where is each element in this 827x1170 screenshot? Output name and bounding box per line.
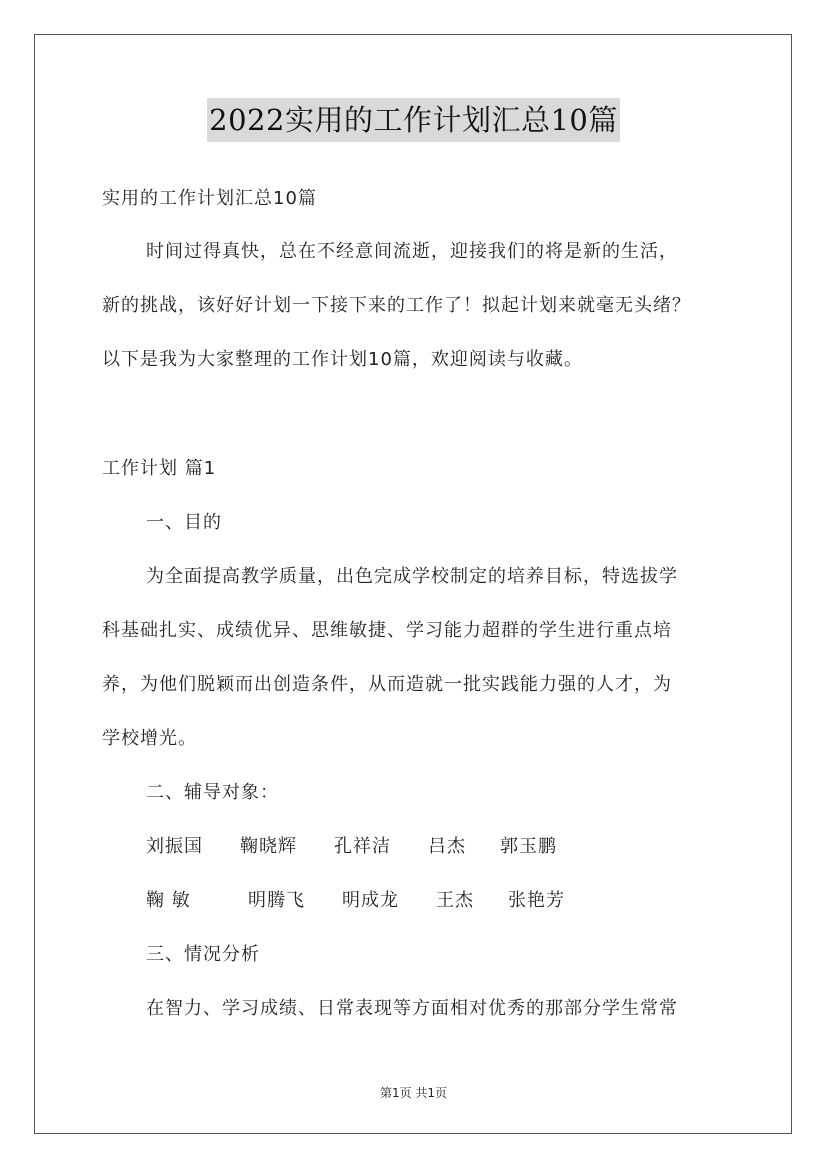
student-name: 明成龙 bbox=[342, 890, 399, 911]
students-row-2 bbox=[146, 886, 565, 912]
part1-line-4: 学校增光。 bbox=[102, 728, 197, 749]
students-row-1 bbox=[146, 832, 557, 858]
intro-line-2: 新的挑战，该好好计划一下接下来的工作了！拟起计划来就毫无头绪？ bbox=[102, 295, 691, 316]
student-name: 刘振国 bbox=[146, 836, 203, 857]
document-title: 2022实用的工作计划汇总10篇 bbox=[207, 98, 620, 142]
part1-line-2: 科基础扎实、成绩优异、思维敏捷、学习能力超群的学生进行重点培 bbox=[102, 620, 672, 641]
student-name: 鞠晓辉 bbox=[240, 836, 297, 857]
student-name: 孔祥洁 bbox=[334, 836, 391, 857]
part1-line-1: 为全面提高教学质量，出色完成学校制定的培养目标，特选拔学 bbox=[146, 566, 678, 587]
page-footer: 第1页 共1页 bbox=[379, 1086, 448, 1100]
student-name: 张艳芳 bbox=[508, 890, 565, 911]
part2-heading: 二、辅导对象： bbox=[146, 782, 279, 803]
part1-line-3: 养，为他们脱颖而出创造条件，从而造就一批实践能力强的人才，为 bbox=[102, 674, 672, 695]
intro-line-3: 以下是我为大家整理的工作计划10篇，欢迎阅读与收藏。 bbox=[102, 349, 583, 370]
student-name: 王杰 bbox=[436, 890, 474, 911]
intro-line-1: 时间过得真快，总在不经意间流逝，迎接我们的将是新的生活， bbox=[146, 241, 678, 262]
document-subtitle: 实用的工作计划汇总10篇 bbox=[102, 188, 317, 209]
part3-heading: 三、情况分析 bbox=[146, 944, 260, 965]
part1-heading: 一、目的 bbox=[146, 512, 222, 533]
student-name: 鞠 敏 bbox=[146, 890, 191, 911]
student-name: 明腾飞 bbox=[248, 890, 305, 911]
student-name: 吕杰 bbox=[428, 836, 466, 857]
student-name: 郭玉鹏 bbox=[500, 836, 557, 857]
title-wrap bbox=[0, 98, 827, 142]
part3-line-1: 在智力、学习成绩、日常表现等方面相对优秀的那部分学生常常 bbox=[146, 998, 678, 1019]
section-heading: 工作计划 篇1 bbox=[102, 458, 217, 479]
